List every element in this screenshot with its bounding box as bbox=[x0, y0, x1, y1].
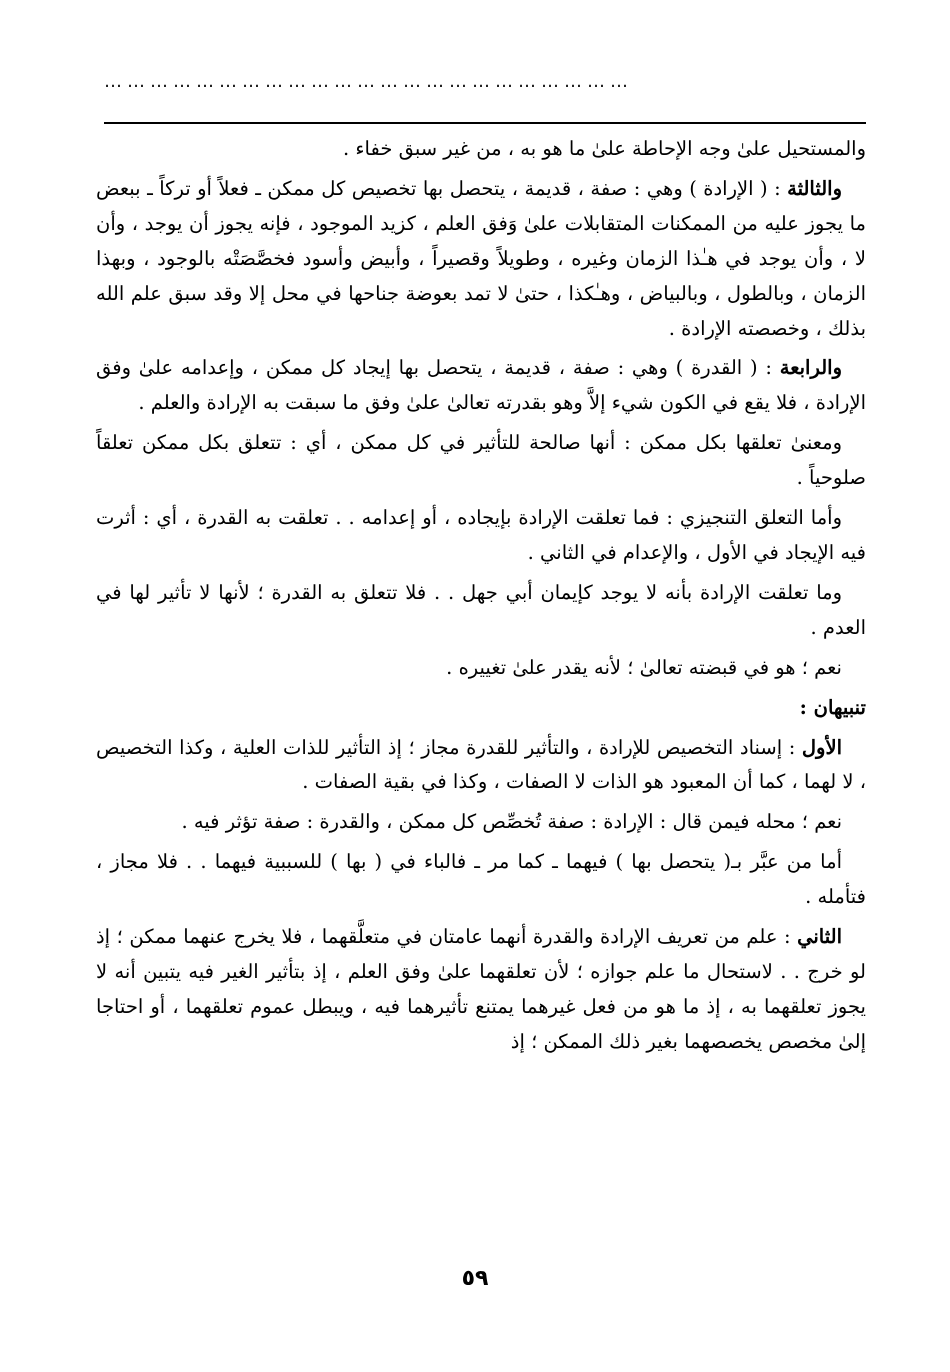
paragraph-text: : إسناد التخصيص للإرادة ، والتأثير للقدرة مجاز ؛ إذ التأثير للذات العلية ، وكذا التخصيص ، لا لهما ، كما أن المعبود هو الذات لا الصفات ، وكذا في بقية الصفات . bbox=[96, 735, 866, 794]
paragraph-second-note bbox=[96, 920, 866, 1060]
paragraph-first-note bbox=[96, 731, 866, 801]
paragraph-6: وما تعلقت الإرادة بأنه لا يوجد كإيمان أبي جهل . . فلا تتعلق به القدرة ؛ لأنها لا تأثير لها في العدم . bbox=[96, 580, 866, 639]
page-body bbox=[96, 132, 866, 1065]
page-number: ٥٩ bbox=[461, 1266, 489, 1291]
header-rule bbox=[104, 122, 866, 124]
paragraph-lead: والثالثة bbox=[787, 176, 842, 200]
header-dot-leader: …………………………………………………………… bbox=[104, 72, 633, 92]
paragraph-text: : ( الإرادة ) وهي : صفة ، قديمة ، يتحصل بها تخصيص كل ممكن ـ فعلاً أو تركاً ـ ببعض ما يجوز عليه من الممكنات المتقابلات علىٰ وَفق العلم ، كزيد الموجود ، فإنه يجوز أن يوجد ، وأن لا ، وأن يوجد في هـٰذا الزمان وغيره ، وطويلاً وقصيراً ، وأبيض وأسود فخصَّصَتْه بالوجود ، وبهذا الزمان ، وبالطول ، وبالبياض ، وهـٰكذا ، حتىٰ لا تمد بعوضة جناحها في محل إلا وقد سبق علم الله بذلك ، وخصصته الإرادة . bbox=[96, 176, 866, 340]
paragraph-1: والمستحيل علىٰ وجه الإحاطة علىٰ ما هو به ، من غير سبق خفاء . bbox=[342, 137, 866, 160]
paragraph-10: أما من عبَّر بـ( يتحصل بها ) فيهما ـ كما مر ـ فالباء في ( بها ) للسببية فيهما . . فلا مجاز ، فتأمله . bbox=[96, 850, 866, 909]
paragraph-fourth-attribute bbox=[96, 351, 866, 421]
paragraph-lead: الأول bbox=[801, 735, 842, 759]
paragraph-5: وأما التعلق التنجيزي : فما تعلقت الإرادة بإيجاده ، أو إعدامه . . تعلقت به القدرة ، أي : أثرت فيه الإيجاد في الأول ، والإعدام في الثاني . bbox=[96, 506, 866, 564]
paragraph-9: نعم ؛ محله فيمن قال : الإرادة : صفة تُخصِّص كل ممكن ، والقدرة : صفة تؤثر فيه . bbox=[181, 810, 842, 834]
paragraph-7: نعم ؛ هو في قبضته تعالىٰ ؛ لأنه يقدر علىٰ تغييره . bbox=[446, 655, 842, 679]
section-heading: تنبيهان : bbox=[799, 695, 866, 719]
paragraph-third-attribute bbox=[96, 172, 866, 347]
paragraph-text: : علم من تعريف الإرادة والقدرة أنهما عامتان في متعلَّقهما ، فلا يخرج عنهما ممكن ؛ إذ لو خرج . . لاستحال ما علم جوازه ؛ لأن تعلقهما علىٰ وفق العلم ، إذ بتأثير الغير فيه يتبين أنه لا يجوز تعلقهما به ، إذ ما هو من فعل غيرهما يمتنع تأثيرهما فيه ، ويبطل عموم تعلقهما ، أو احتاجا إلىٰ مخصص يخصصهما بغير ذلك الممكن ؛ إذ bbox=[96, 925, 866, 1053]
paragraph-text: : ( القدرة ) وهي : صفة ، قديمة ، يتحصل بها إيجاد كل ممكن ، وإعدامه علىٰ وفق الإرادة ، فلا يقع في الكون شيء إلاَّ وهو بقدرته تعالىٰ علىٰ وفق ما سبقت به الإرادة والعلم . bbox=[96, 356, 866, 415]
paragraph-lead: الثاني bbox=[797, 925, 842, 949]
paragraph-4: ومعنىٰ تعلقها بكل ممكن : أنها صالحة للتأثير في كل ممكن ، أي : تتعلق بكل ممكن تعلقاً صلوحياً . bbox=[96, 431, 866, 490]
paragraph-lead: والرابعة bbox=[779, 356, 842, 380]
